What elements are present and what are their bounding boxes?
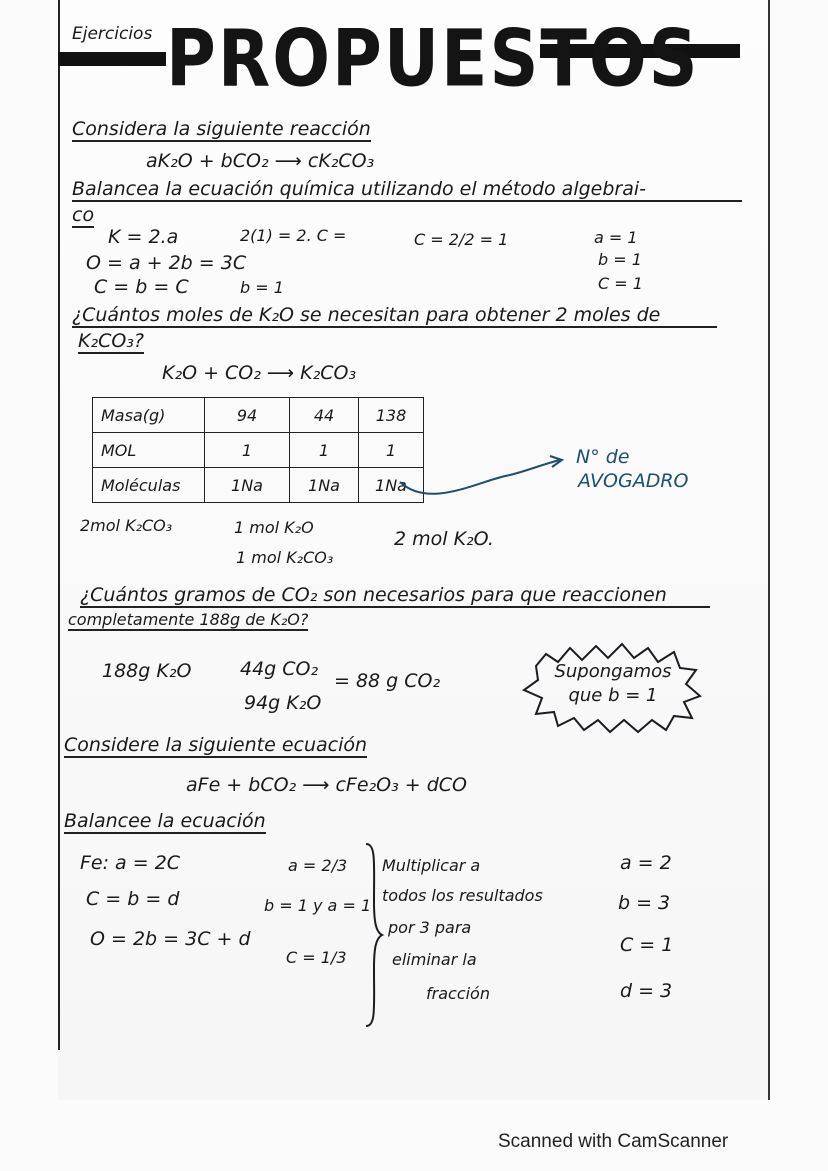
result2-c: C = 1 [620,934,674,956]
avogadro-arrow [390,440,580,510]
table-cell: 1 [205,433,290,468]
k-substitution: 2(1) = 2. C = [240,226,347,245]
right-margin-line [768,0,770,1100]
table-cell: 1Na [359,468,424,503]
result2-a: a = 2 [620,852,672,874]
result-b: b = 1 [598,250,642,269]
ex2-question-1: Balancee la ecuación [64,810,266,832]
ex1-question-2b: K₂CO₃? [78,330,144,352]
table-cell: 1Na [290,468,359,503]
a-fraction: a = 2/3 [288,856,348,875]
o-equation: O = a + 2b = 3C [86,252,247,274]
result2-b: b = 3 [618,892,671,914]
ex1-reaction-2: K₂O + CO₂ ⟶ K₂CO₃ [162,362,357,384]
note-line-5: fracción [426,984,490,1003]
ex1-question-1b: co [72,204,95,226]
table-cell: Moléculas [93,468,205,503]
result2-d: d = 3 [620,980,673,1002]
brace-path [366,844,382,1026]
result-a: a = 1 [594,228,638,247]
page-title: PROPUESTOS [166,14,700,105]
ex1-question-2a: ¿Cuántos moles de K₂O se necesitan para obtener 2 moles de [72,304,717,328]
title-bar-left [58,52,166,66]
grams-left: 188g K₂O [102,660,192,682]
b-value: b = 1 [240,278,284,297]
ex1-question-3a: ¿Cuántos gramos de CO₂ son necesarios para que reaccionen [80,584,710,608]
ex2-intro: Considere la siguiente ecuación [64,734,368,756]
table-row [93,398,424,433]
mol-calc-result: 2 mol K₂O. [394,528,494,550]
table-row [93,433,424,468]
ex1-reaction: aK₂O + bCO₂ ⟶ cK₂CO₃ [146,150,375,172]
ex1-intro: Considera la siguiente reacción [72,118,371,140]
fe-equation: Fe: a = 2C [80,852,181,874]
table-cell: 138 [359,398,424,433]
table-row [93,468,424,503]
table-cell: 1Na [205,468,290,503]
o-equation-2: O = 2b = 3C + d [90,928,251,950]
table-cell: Masa(g) [93,398,205,433]
mol-calc-denominator: 1 mol K₂CO₃ [236,548,334,567]
table-cell: 1 [359,433,424,468]
note-line-1: Multiplicar a [382,856,481,875]
ex1-question-3b: completamente 188g de K₂O? [68,610,309,629]
stoichiometry-table [92,397,424,503]
note-line-3: por 3 para [388,918,472,937]
left-margin-line [58,0,60,1050]
arrow-curve [400,460,560,494]
cloud-line-2: que b = 1 [568,685,658,706]
camscanner-footer: Scanned with CamScanner [498,1131,729,1152]
c-equation: C = b = C [94,276,189,298]
avogadro-label-2: AVOGADRO [578,470,689,492]
mol-calc-numerator: 1 mol K₂O [234,518,314,537]
result-c: C = 1 [598,274,643,293]
ejercicios-label: Ejercicios [72,24,153,44]
ex1-question-1a: Balancea la ecuación química utilizando el método algebrai- [72,178,742,202]
grams-denominator: 94g K₂O [244,692,322,714]
ex2-reaction: aFe + bCO₂ ⟶ cFe₂O₃ + dCO [186,774,468,796]
table-cell: 1 [290,433,359,468]
c-fraction: C = 1/3 [286,948,347,967]
c-equation-2: C = b = d [86,888,180,910]
note-line-4: eliminar la [392,950,477,969]
note-line-2: todos los resultados [382,886,543,905]
table-cell: 44 [290,398,359,433]
grams-numerator: 44g CO₂ [240,658,319,680]
table-cell: MOL [93,433,205,468]
c-calculation: C = 2/2 = 1 [414,230,509,249]
table-cell: 94 [205,398,290,433]
avogadro-label-1: N° de [576,446,630,468]
mol-calc-left: 2mol K₂CO₃ [80,516,173,535]
cloud-line-1: Supongamos [554,661,672,682]
grams-result: = 88 g CO₂ [334,670,441,692]
b-and-a: b = 1 y a = 1 [264,896,372,915]
k-equation: K = 2.a [108,226,179,248]
cloud-text [548,660,678,708]
